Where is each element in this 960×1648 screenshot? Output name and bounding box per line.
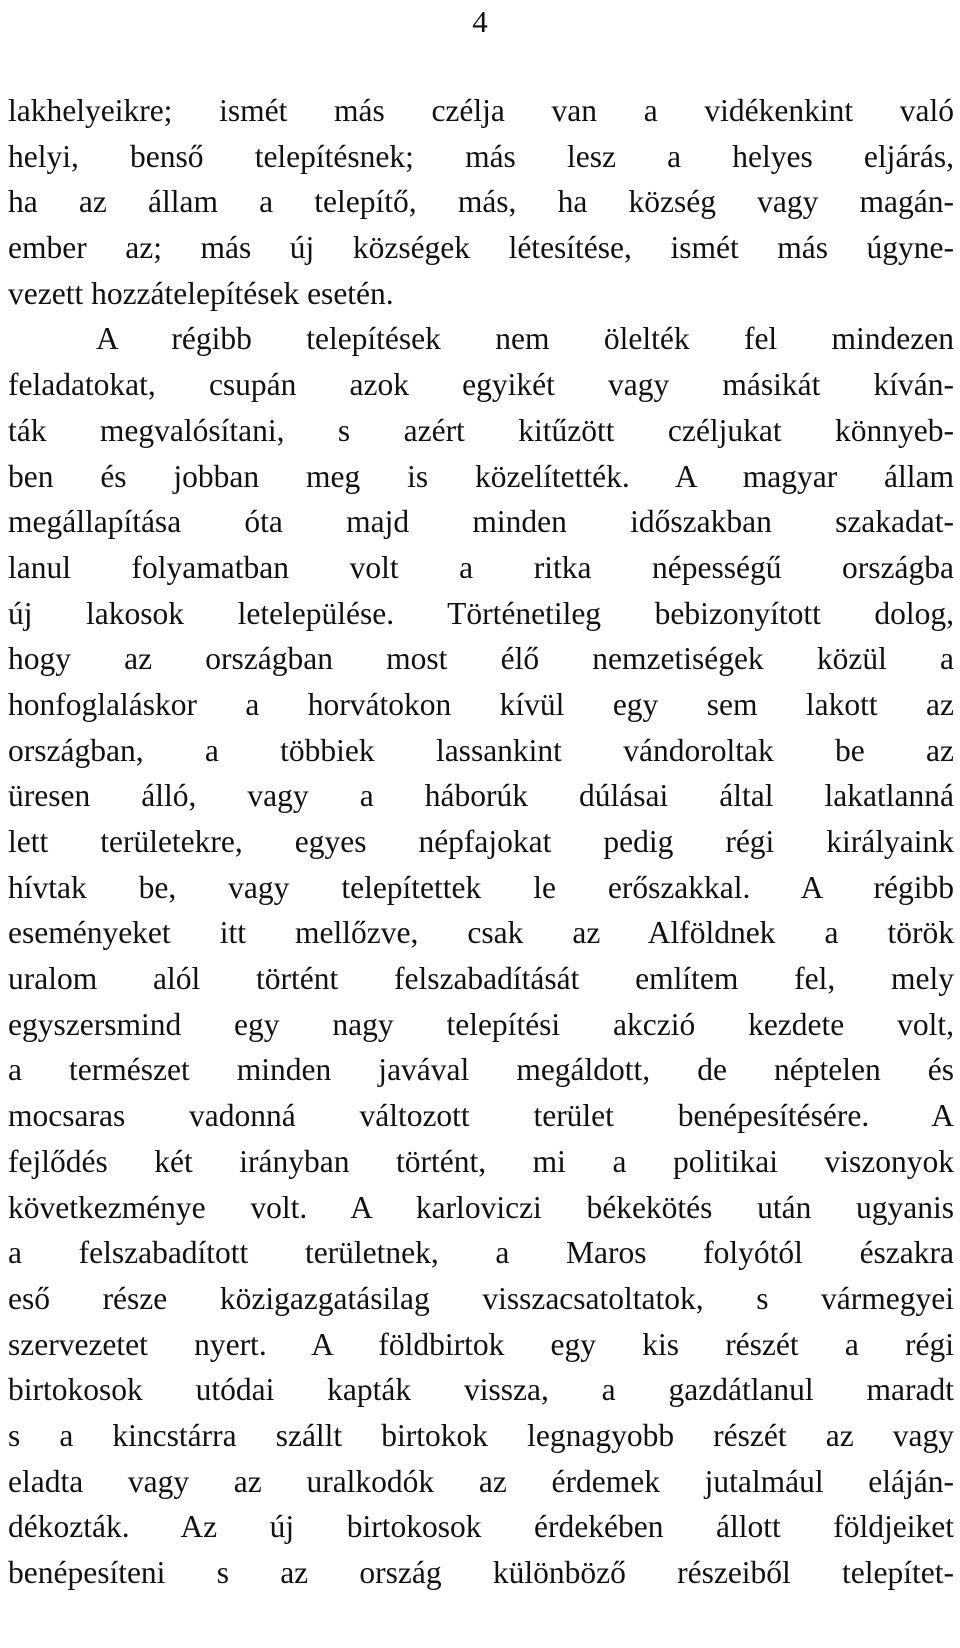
text-line-15: országban, a többiek lassankint vándoroltak be az [8,732,954,768]
text-line-24: fejlődés két irányban történt, mi a politikai viszonyok [8,1143,954,1179]
text-line-19: eseményeket itt mellőzve, csak az Alföldnek a török [8,915,954,951]
text-line-16: üresen álló, vagy a háborúk dúlásai által lakatlanná [8,778,954,814]
text-line-6: A régibb telepítések nem ölelték fel mindezen [96,321,954,357]
text-line-18: hívtak be, vagy telepítettek le erőszakkal. A régibb [8,869,954,905]
text-line-14: honfoglaláskor a horvátokon kívül egy sem lakott az [8,686,954,722]
text-line-33: benépesíteni s az ország különböző részeiből telepítet- [8,1555,954,1590]
text-line-32: dékozták. Az új birtokosok érdekében állott földjeiket [8,1509,954,1545]
text-line-21: egyszersmind egy nagy telepítési akczió kezdete volt, [8,1006,954,1042]
text-line-29: birtokosok utódai kapták vissza, a gazdátlanul maradt [8,1372,954,1408]
text-line-10: megállapítása óta majd minden időszakban szakadat- [8,504,954,540]
text-line-11: lanul folyamatban volt a ritka népességű országba [8,549,954,585]
text-line-3: ha az állam a telepítő, más, ha község vagy magán- [8,184,954,220]
body-text [8,88,954,1596]
text-line-27: eső része közigazgatásilag visszacsatoltatok, s vármegyei [8,1280,954,1316]
text-line-8: ták megvalósítani, s azért kitűzött czéljukat könnyeb- [8,412,954,448]
text-line-23: mocsaras vadonná változott terület benépesítésére. A [8,1098,954,1134]
text-line-31: eladta vagy az uralkodók az érdemek jutalmául eláján- [8,1463,954,1499]
text-line-20: uralom alól történt felszabadítását említem fel, mely [8,961,954,997]
text-line-26: a felszabadított területnek, a Maros folyótól északra [8,1235,954,1271]
text-line-17: lett területekre, egyes népfajokat pedig régi királyaink [8,824,954,859]
text-line-12: új lakosok letelepülése. Történetileg bebizonyított dolog, [8,595,954,631]
text-line-22: a természet minden javával megáldott, de néptelen és [8,1052,954,1088]
text-line-4: ember az; más új községek létesítése, ismét más úgyne- [8,230,954,266]
page-number: 4 [472,4,488,39]
text-line-9: ben és jobban meg is közelítették. A magyar állam [8,458,954,494]
text-line-1: lakhelyeikre; ismét más czélja van a vidékenkint való [8,93,954,128]
text-line-7: feladatokat, csupán azok egyikét vagy másikát kíván- [8,367,954,403]
text-line-13: hogy az országban most élő nemzetiségek közül a [8,641,954,677]
text-line-25: következménye volt. A karloviczi békekötés után ugyanis [8,1189,954,1225]
text-line-2: helyi, benső telepítésnek; más lesz a helyes eljárás, [8,138,954,174]
text-line-28: szervezetet nyert. A földbirtok egy kis részét a régi [8,1326,954,1362]
text-line-30: s a kincstárra szállt birtokok legnagyobb részét az vagy [8,1417,954,1453]
text-line-5: vezett hozzátelepítések esetén. [8,275,394,311]
